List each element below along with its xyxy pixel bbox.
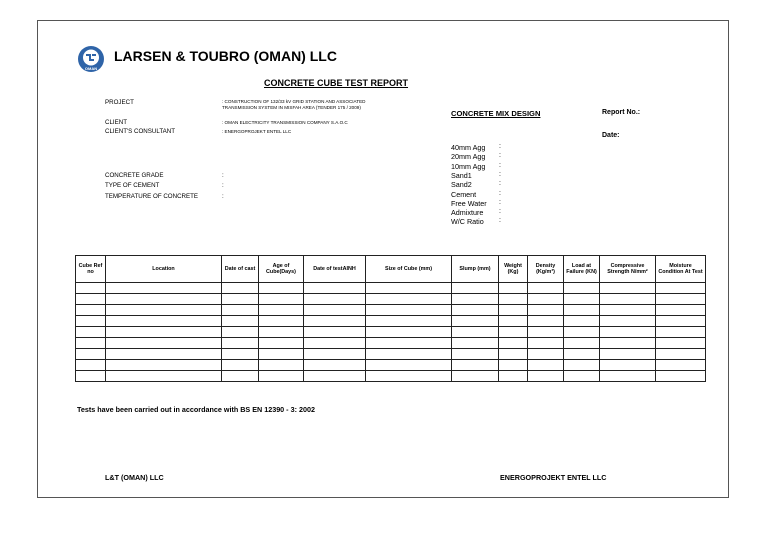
table-cell — [656, 360, 706, 371]
mix-item-colon: : — [499, 170, 501, 178]
table-cell — [656, 349, 706, 360]
table-cell — [222, 316, 259, 327]
table-cell — [528, 360, 564, 371]
table-cell — [366, 294, 452, 305]
table-cell — [564, 283, 600, 294]
concrete-grade-label: CONCRETE GRADE — [105, 172, 164, 179]
table-cell — [499, 338, 528, 349]
table-cell — [564, 316, 600, 327]
report-title: CONCRETE CUBE TEST REPORT — [264, 78, 409, 88]
mix-item-label: Sand1 — [451, 170, 472, 180]
table-cell — [452, 316, 499, 327]
logo-text: OMAN — [84, 66, 98, 72]
temperature-colon: : — [222, 193, 224, 200]
table-cell — [106, 349, 222, 360]
mix-item-label: 20mm Agg — [451, 152, 486, 162]
table-cell — [366, 349, 452, 360]
col-header-density: Density (Kg/m³) — [528, 256, 564, 283]
table-cell — [452, 327, 499, 338]
table-cell — [366, 316, 452, 327]
table-cell — [76, 283, 106, 294]
table-cell — [528, 327, 564, 338]
table-cell — [600, 294, 656, 305]
table-header-row — [76, 256, 706, 283]
table-cell — [304, 349, 366, 360]
cement-type-colon: : — [222, 182, 224, 189]
table-cell — [528, 283, 564, 294]
table-cell — [304, 327, 366, 338]
table-cell — [656, 338, 706, 349]
table-row — [76, 305, 706, 316]
table-cell — [259, 349, 304, 360]
table-cell — [499, 349, 528, 360]
table-cell — [76, 338, 106, 349]
mix-item-label: W/C Ratio — [451, 217, 484, 227]
lt-logo-icon — [77, 45, 105, 73]
table-cell — [106, 294, 222, 305]
table-cell — [106, 360, 222, 371]
table-cell — [222, 283, 259, 294]
mix-item-label: 40mm Agg — [451, 143, 486, 152]
table-cell — [366, 327, 452, 338]
table-cell — [600, 327, 656, 338]
table-cell — [76, 327, 106, 338]
table-cell — [106, 305, 222, 316]
mix-item-colon: : — [499, 208, 501, 216]
table-cell — [76, 305, 106, 316]
company-name: LARSEN & TOUBRO (OMAN) LLC — [114, 48, 337, 64]
table-cell — [656, 305, 706, 316]
table-cell — [564, 360, 600, 371]
table-cell — [656, 371, 706, 382]
table-cell — [528, 294, 564, 305]
mix-item-colon: : — [499, 189, 501, 197]
table-cell — [222, 327, 259, 338]
col-header-size: Size of Cube (mm) — [366, 256, 452, 283]
table-cell — [452, 360, 499, 371]
col-header-cube-ref: Cube Ref no — [76, 256, 106, 283]
mix-design-heading: CONCRETE MIX DESIGN — [451, 109, 541, 118]
table-row — [76, 338, 706, 349]
table-cell — [259, 360, 304, 371]
mix-item-label: Sand2 — [451, 180, 472, 190]
table-cell — [528, 349, 564, 360]
table-cell — [452, 305, 499, 316]
consultant-value: : ENERGOPROJEKT ENTEL LLC — [222, 129, 292, 134]
table-cell — [76, 316, 106, 327]
date-label: Date: — [602, 132, 620, 139]
project-label: PROJECT — [105, 99, 134, 106]
table-cell — [222, 338, 259, 349]
mix-item-colon: : — [499, 152, 501, 160]
table-cell — [366, 338, 452, 349]
table-row — [76, 360, 706, 371]
table-cell — [528, 316, 564, 327]
signatory-right: ENERGOPROJEKT ENTEL LLC — [500, 473, 607, 482]
table-cell — [499, 327, 528, 338]
table-cell — [564, 371, 600, 382]
table-cell — [222, 305, 259, 316]
table-cell — [304, 338, 366, 349]
table-cell — [259, 316, 304, 327]
table-cell — [106, 327, 222, 338]
table-cell — [656, 294, 706, 305]
table-cell — [564, 294, 600, 305]
table-cell — [76, 371, 106, 382]
table-cell — [259, 283, 304, 294]
table-cell — [499, 316, 528, 327]
col-header-age: Age of Cube(Days) — [259, 256, 304, 283]
table-cell — [106, 338, 222, 349]
table-cell — [499, 371, 528, 382]
table-cell — [600, 305, 656, 316]
concrete-grade-colon: : — [222, 172, 224, 179]
col-header-strength: Compressive Strength N/mm² — [600, 256, 656, 283]
col-header-location: Location — [106, 256, 222, 283]
table-cell — [564, 338, 600, 349]
table-cell — [656, 316, 706, 327]
client-label: CLIENT — [105, 119, 128, 126]
table-cell — [499, 360, 528, 371]
table-cell — [106, 283, 222, 294]
table-cell — [304, 360, 366, 371]
table-cell — [106, 316, 222, 327]
table-row — [76, 294, 706, 305]
mix-item-colon: : — [499, 180, 501, 188]
table-cell — [564, 305, 600, 316]
table-cell — [222, 349, 259, 360]
table-cell — [528, 305, 564, 316]
temperature-label: TEMPERATURE OF CONCRETE — [105, 193, 199, 200]
col-header-weight: Weight (Kg) — [499, 256, 528, 283]
table-cell — [366, 305, 452, 316]
table-cell — [304, 283, 366, 294]
table-body — [76, 283, 706, 382]
mix-item-colon: : — [499, 217, 501, 225]
project-value-line1: : CONSTRUCTION OF 132/33 kV GRID STATION AND ASSOCIATED — [222, 99, 366, 104]
table-cell — [528, 338, 564, 349]
table-cell — [564, 349, 600, 360]
consultant-label: CLIENT'S CONSULTANT — [105, 128, 176, 135]
table-cell — [600, 283, 656, 294]
table-cell — [564, 327, 600, 338]
client-value: : OMAN ELECTRICITY TRANSMISSION COMPANY S.A.O.C — [222, 120, 348, 125]
signatory-left: L&T (OMAN) LLC — [105, 473, 164, 482]
table-cell — [499, 283, 528, 294]
table-cell — [452, 371, 499, 382]
table-cell — [304, 305, 366, 316]
table-cell — [600, 338, 656, 349]
col-header-date-test: Date of testAINH — [304, 256, 366, 283]
table-cell — [106, 371, 222, 382]
table-cell — [600, 360, 656, 371]
table-cell — [222, 294, 259, 305]
table-cell — [366, 360, 452, 371]
table-cell — [499, 294, 528, 305]
mix-item-label: Cement — [451, 189, 477, 199]
table-cell — [76, 360, 106, 371]
mix-item-label: 10mm Agg — [451, 161, 486, 171]
standard-note: Tests have been carried out in accordance with BS EN 12390 - 3: 2002 — [77, 405, 315, 414]
table-cell — [76, 349, 106, 360]
table-cell — [452, 283, 499, 294]
table-row — [76, 316, 706, 327]
table-cell — [452, 349, 499, 360]
col-header-moisture: Moisture Condition At Test — [656, 256, 706, 283]
table-row — [76, 349, 706, 360]
report-no-label: Report No.: — [602, 109, 641, 116]
table-cell — [259, 305, 304, 316]
mix-item-label: Free Water — [451, 198, 487, 208]
table-cell — [259, 294, 304, 305]
table-cell — [222, 371, 259, 382]
table-cell — [259, 338, 304, 349]
mix-item-colon: : — [499, 198, 501, 206]
table-cell — [600, 371, 656, 382]
cement-type-label: TYPE OF CEMENT — [105, 182, 160, 189]
table-row — [76, 371, 706, 382]
table-cell — [366, 283, 452, 294]
col-header-load: Load at Failure (KN) — [564, 256, 600, 283]
table-row — [76, 327, 706, 338]
mix-item-colon: : — [499, 161, 501, 169]
table-cell — [452, 338, 499, 349]
mix-item-colon: : — [499, 143, 501, 150]
table-cell — [222, 360, 259, 371]
table-row — [76, 283, 706, 294]
mix-item-label: Admixture — [451, 208, 484, 218]
table-cell — [304, 294, 366, 305]
table-cell — [304, 371, 366, 382]
table-cell — [304, 316, 366, 327]
table-cell — [600, 316, 656, 327]
table-cell — [656, 283, 706, 294]
col-header-date-cast: Date of cast — [222, 256, 259, 283]
project-value-line2: TRANSMISSION SYSTEM IN MISFAH AREA (TENDER 175 / 2009) — [222, 104, 361, 110]
table-cell — [259, 327, 304, 338]
table-cell — [366, 371, 452, 382]
table-cell — [76, 294, 106, 305]
table-cell — [452, 294, 499, 305]
col-header-slump: Slump (mm) — [452, 256, 499, 283]
table-cell — [528, 371, 564, 382]
cube-test-table — [75, 255, 706, 382]
table-cell — [656, 327, 706, 338]
table-cell — [259, 371, 304, 382]
table-cell — [499, 305, 528, 316]
table-cell — [600, 349, 656, 360]
